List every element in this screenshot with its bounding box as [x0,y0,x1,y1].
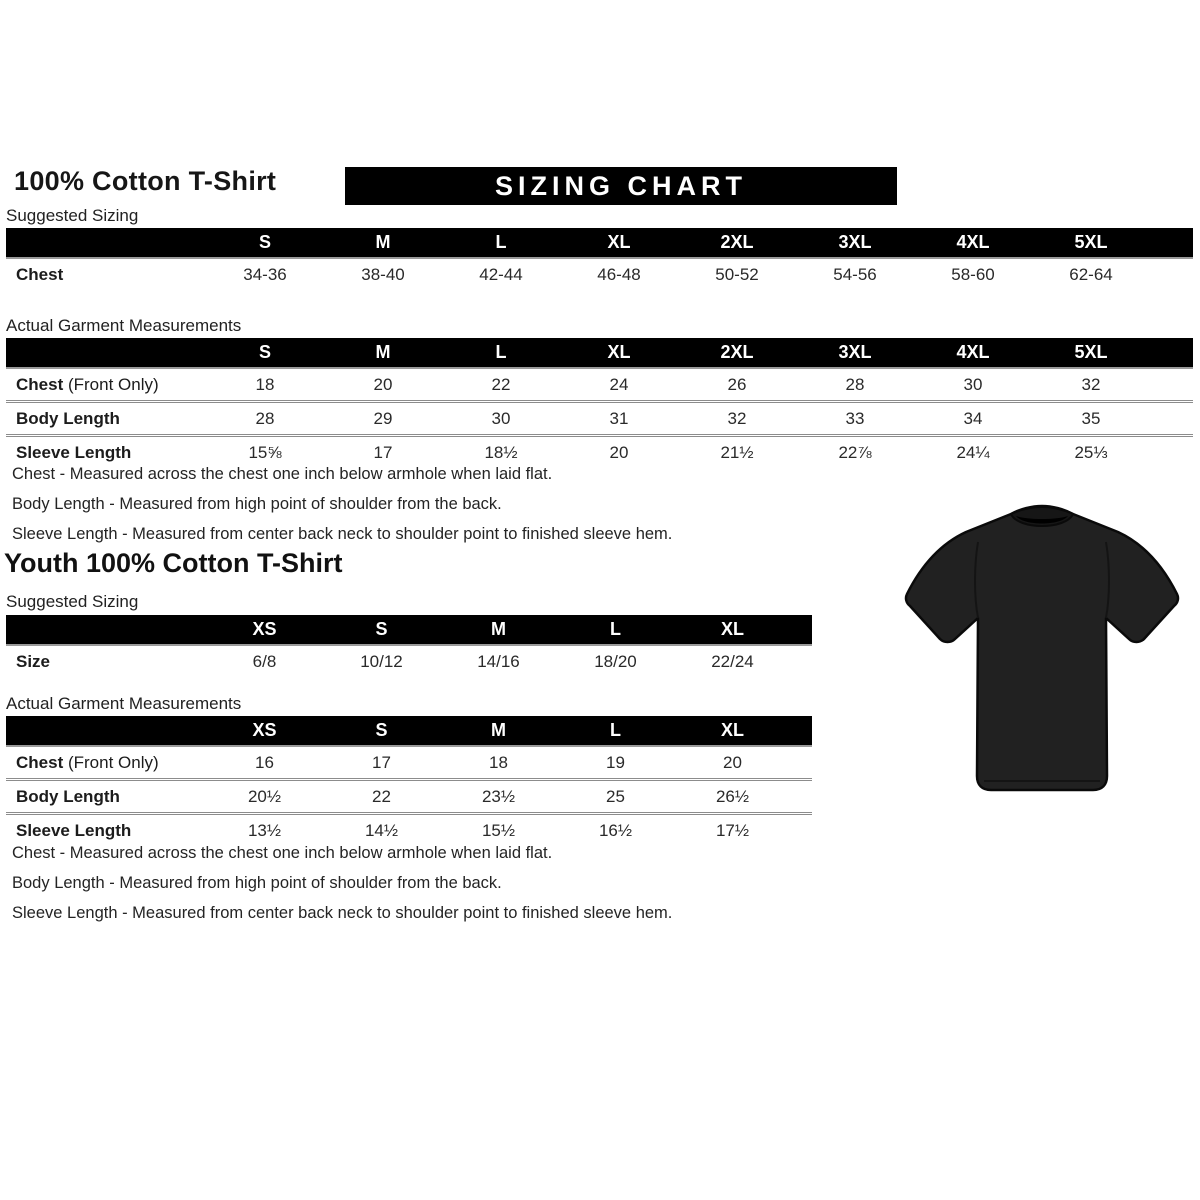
size-col-header: 3XL [796,338,914,368]
cell: 24¼ [914,436,1032,469]
row-label [6,402,206,436]
cell: 18½ [442,436,560,469]
cell: 10/12 [360,651,403,671]
cell-spacer [791,746,812,780]
cell: 18/20 [594,651,637,671]
cell: 18 [255,374,275,394]
size-col-header: XS [206,716,323,746]
size-col-header: M [324,338,442,368]
cell-spacer [1150,258,1193,290]
cell: 32 [1081,374,1101,394]
cell: 30 [442,402,560,436]
cell: 19 [606,752,625,772]
cell: 20 [723,752,742,772]
cell: 25⅓ [1032,436,1150,469]
header-end-spacer [1150,338,1193,368]
cell: 50-52 [715,264,759,284]
row-label-suffix: (Front Only) [63,374,159,394]
cell: 62-64 [1069,264,1113,284]
cell: 16½ [557,814,674,847]
cell: 34 [914,402,1032,436]
size-col-header: L [557,615,674,645]
row-label-main: Sleeve Length [16,820,132,840]
cell: 18 [489,752,508,772]
tshirt-image [890,486,1194,810]
cell-spacer [791,780,812,814]
size-col-header: M [440,716,557,746]
row-label-main: Body Length [16,408,120,428]
size-col-header: XL [674,615,791,645]
cell: 32 [678,402,796,436]
row-label-main: Chest [16,264,64,284]
table-row [6,258,1193,290]
tshirt-photo [890,486,1194,810]
size-col-header: XL [560,338,678,368]
row-label [6,645,206,677]
row-label-main: Size [16,651,51,671]
table-header-row [6,228,1193,258]
cell: 17½ [674,814,791,847]
adult-actual-measurements-label: Actual Garment Measurements [6,316,242,335]
row-label [6,746,206,780]
row-label [6,368,206,402]
size-col-header: M [324,228,442,258]
row-label [6,814,206,847]
cell: 24 [609,374,629,394]
row-label [6,780,206,814]
cell-spacer [1150,436,1193,469]
cell: 22 [323,780,440,814]
cell: 30 [963,374,983,394]
cell: 22⅞ [796,436,914,469]
cell-spacer [791,645,812,677]
cell: 14½ [323,814,440,847]
cell: 20 [560,436,678,469]
cell: 17 [324,436,442,469]
youth-actual-measurements-label: Actual Garment Measurements [6,694,242,713]
sizing-chart-banner: SIZING CHART [345,167,897,205]
size-col-header: 3XL [796,228,914,258]
cell-spacer [1150,368,1193,402]
cell: 21½ [678,436,796,469]
header-end-spacer [791,615,812,645]
cell: 28 [845,374,865,394]
table-header-row [6,716,812,746]
table-header-row [6,615,812,645]
note-chest: Chest - Measured across the chest one inch below armhole when laid flat. [12,844,553,862]
cell: 29 [324,402,442,436]
header-label-spacer [6,338,206,368]
size-col-header: 2XL [678,228,796,258]
row-label [6,258,206,290]
adult-suggested-sizing-label: Suggested Sizing [6,206,139,225]
adult-actual-measurements-table [6,338,1193,468]
size-col-header: L [557,716,674,746]
cell: 54-56 [833,264,877,284]
size-col-header: XS [206,615,323,645]
table-row-sleeve-length [6,814,812,847]
youth-suggested-sizing-label: Suggested Sizing [6,592,139,611]
cell: 34-36 [243,264,287,284]
note-chest: Chest - Measured across the chest one inch below armhole when laid flat. [12,465,553,483]
note-sleeve-length: Sleeve Length - Measured from center back neck to shoulder point to finished sleeve hem. [12,904,673,922]
size-col-header: S [206,338,324,368]
cell: 22 [491,374,511,394]
header-label-spacer [6,228,206,258]
cell: 17 [372,752,391,772]
youth-suggested-sizing-table [6,615,812,677]
tshirt-body [906,506,1178,790]
table-row-chest [6,746,812,780]
size-col-header: 2XL [678,338,796,368]
table-header-row [6,338,1193,368]
size-col-header: L [442,338,560,368]
cell: 58-60 [951,264,995,284]
cell: 35 [1032,402,1150,436]
header-label-spacer [6,716,206,746]
note-body-length: Body Length - Measured from high point of shoulder from the back. [12,874,502,892]
cell: 14/16 [477,651,520,671]
adult-suggested-sizing-table [6,228,1193,290]
note-body-length: Body Length - Measured from high point of shoulder from the back. [12,495,502,513]
youth-product-title: Youth 100% Cotton T-Shirt [4,548,343,578]
row-label-main: Chest [16,374,64,394]
cell: 15⅝ [206,436,324,469]
youth-actual-measurements-table [6,716,812,846]
cell: 38-40 [361,264,405,284]
size-col-header: M [440,615,557,645]
row-label-main: Body Length [16,786,120,806]
header-end-spacer [791,716,812,746]
cell: 26½ [674,780,791,814]
cell: 20 [373,374,393,394]
size-col-header: 4XL [914,228,1032,258]
cell: 28 [206,402,324,436]
size-col-header: S [206,228,324,258]
size-col-header: S [323,615,440,645]
cell: 20½ [206,780,323,814]
size-col-header: XL [560,228,678,258]
cell: 15½ [440,814,557,847]
size-col-header: L [442,228,560,258]
cell: 31 [560,402,678,436]
size-col-header: S [323,716,440,746]
adult-measurement-notes [12,464,672,554]
cell: 23½ [440,780,557,814]
cell: 46-48 [597,264,641,284]
cell-spacer [791,814,812,847]
note-sleeve-length: Sleeve Length - Measured from center back neck to shoulder point to finished sleeve hem. [12,525,673,543]
adult-product-title: 100% Cotton T-Shirt [14,166,277,196]
row-label-main: Sleeve Length [16,442,132,462]
cell: 6/8 [252,651,277,671]
cell: 33 [796,402,914,436]
table-row-body-length [6,780,812,814]
cell: 22/24 [711,651,754,671]
table-row-chest [6,368,1193,402]
header-label-spacer [6,615,206,645]
size-col-header: 5XL [1032,338,1150,368]
row-label-main: Chest [16,752,64,772]
table-row-size [6,645,812,677]
cell: 13½ [206,814,323,847]
cell: 25 [557,780,674,814]
size-col-header: 4XL [914,338,1032,368]
cell: 42-44 [479,264,523,284]
cell: 26 [727,374,747,394]
cell-spacer [1150,402,1193,436]
row-label-suffix: (Front Only) [63,752,159,772]
table-row-body-length [6,402,1193,436]
size-col-header: 5XL [1032,228,1150,258]
size-col-header: XL [674,716,791,746]
cell: 16 [255,752,274,772]
youth-measurement-notes [12,843,672,933]
header-end-spacer [1150,228,1193,258]
